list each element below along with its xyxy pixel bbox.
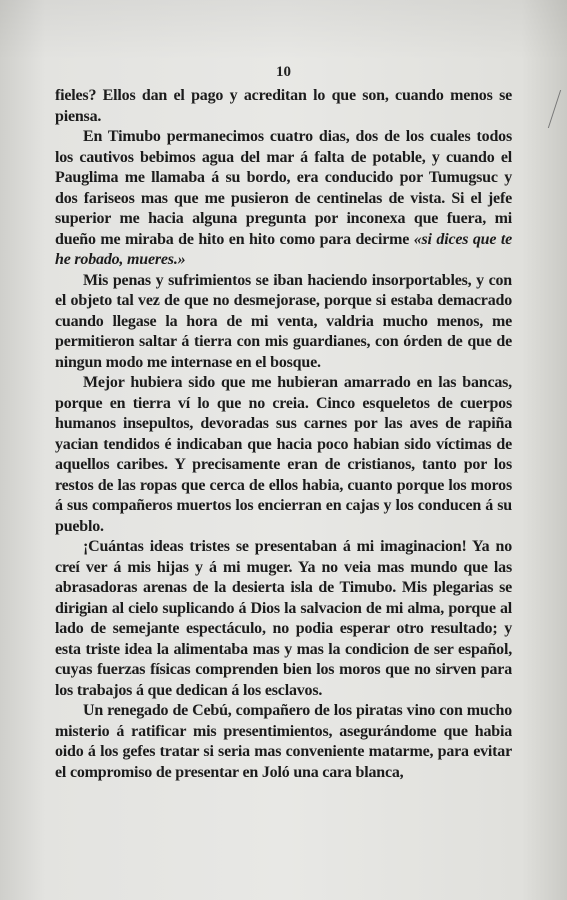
italic-quote: «si dices que te he robado, mueres.» — [55, 230, 512, 268]
paragraph — [55, 86, 512, 127]
paragraph-text: ¡Cuántas ideas tristes se presentaban á mi imaginacion! Ya no creí ver á mis hijas y á mi muger. Ya no veia mas mundo que las abrasadoras arenas de la desierta isla de Timubo. Mis plegarias se dirigian al cielo suplicando á Dios la salvacion de mi alma, porque al lado de semejante espectáculo, no podia esperar otro resultado; y esta triste idea la alimentaba mas y mas la condicion de ser español, cuyas fuerzas físicas comprenden bien los moros que no sirven para los trabajos á que dedican á los esclavos. — [55, 538, 512, 699]
paragraph — [55, 271, 512, 374]
paragraph — [55, 127, 512, 271]
paragraph — [55, 701, 512, 783]
paragraph — [55, 373, 512, 537]
page-shadow — [0, 0, 567, 60]
paragraph-text: fieles? Ellos dan el pago y acreditan lo que son, cuando menos se piensa. — [55, 87, 512, 125]
paragraph-text: En Timubo permanecimos cuatro dias, dos de los cuales todos los cautivos bebimos agua del mar á falta de potable, y cuando el Pauglima me llamaba á su bordo, era conducido por Tumugsuc y dos fariseos mas que me pusieron de centinelas de vista. Si el jefe superior me hacia alguna pregunta por inconexa que fuera, mi dueño me miraba de hito en hito como para decirme — [55, 128, 512, 248]
paragraph-text: Mejor hubiera sido que me hubieran amarrado en las bancas, porque en tierra ví lo que no creia. Cinco esqueletos de cuerpos humanos insepultos, devoradas sus carnes por las aves de rapiña yacian tendidos é indicaban que hacia poco habian sido víctimas de aquellos caribes. Y precisamente eran de cristianos, tanto por los restos de las ropas que cerca de ellos habia, cuanto porque los moros á sus compañeros muertos los encierran en cajas y los conducen á su pueblo. — [55, 374, 512, 535]
margin-mark — [540, 90, 561, 128]
body-text — [55, 86, 512, 783]
page-number: 10 — [276, 64, 291, 80]
paragraph-text: Mis penas y sufrimientos se iban haciendo insorportables, y con el objeto tal vez de que no desmejorase, porque si estaba demacrado cuando llegase la hora de mi venta, valdria mucho menos, me permitieron saltar á tierra con mis guardianes, con órden de que de ningun modo me internase en el bosque. — [55, 271, 512, 371]
paragraph — [55, 537, 512, 701]
paragraph-text: Un renegado de Cebú, compañero de los piratas vino con mucho misterio á ratificar mis presentimientos, asegurándome que habia oido á los gefes tratar si seria mas conveniente matarme, para evitar el compromiso de presentar en Joló una cara blanca, — [55, 702, 512, 781]
